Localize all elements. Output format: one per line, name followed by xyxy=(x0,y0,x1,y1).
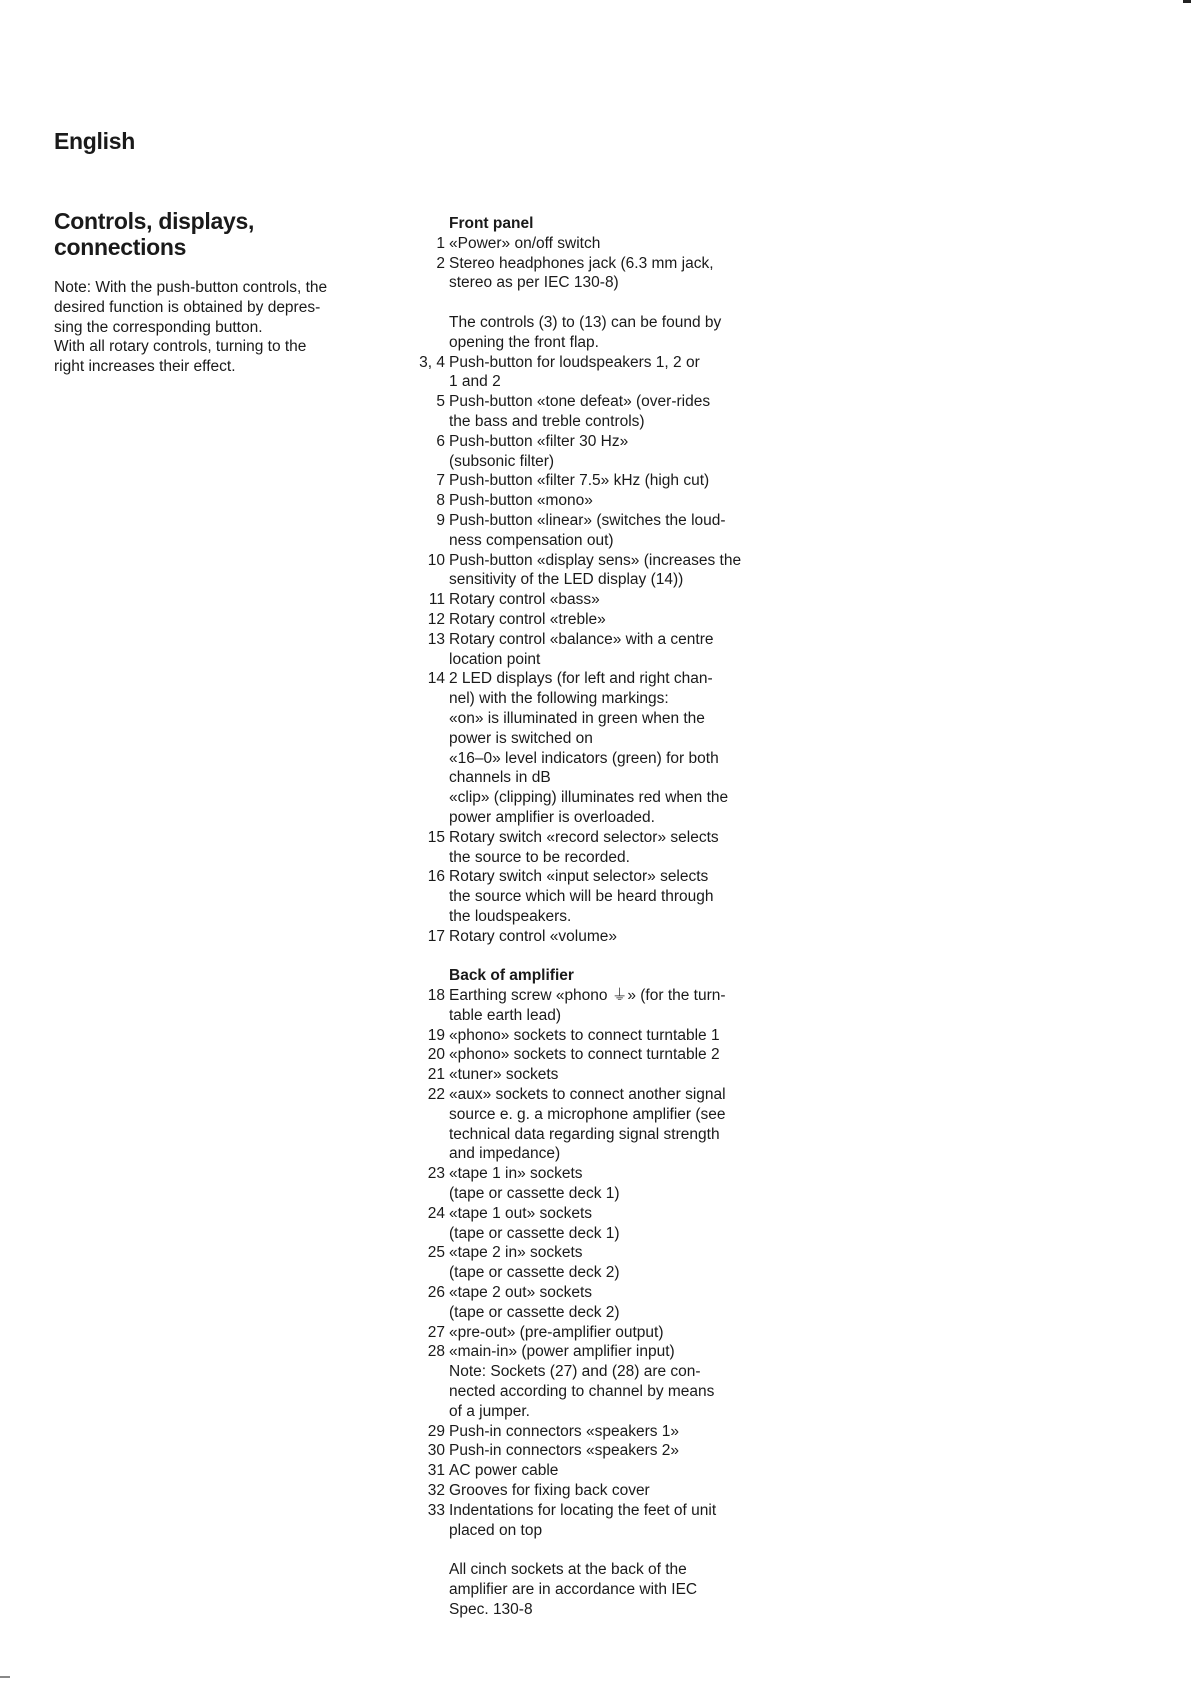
front-panel-list-a xyxy=(400,234,772,293)
list-item xyxy=(400,867,772,926)
text-line: «tape 1 out» sockets xyxy=(449,1204,593,1222)
list-item xyxy=(400,392,772,432)
text-line: source e. g. a microphone amplifier (see xyxy=(449,1105,726,1123)
text-line: Push-in connectors «speakers 1» xyxy=(449,1422,680,1440)
list-item xyxy=(400,669,772,827)
text-line: «phono» sockets to connect turntable 1 xyxy=(449,1026,720,1044)
list-item xyxy=(400,828,772,868)
text-line: AC power cable xyxy=(449,1462,559,1480)
item-number: 32 xyxy=(427,1482,445,1499)
text-line: table earth lead) xyxy=(449,1006,562,1024)
list-item xyxy=(400,1045,772,1065)
item-number: 12 xyxy=(427,610,445,628)
list-item xyxy=(400,927,772,947)
list-item xyxy=(400,432,772,472)
text-line: Push-button «linear» (switches the loud- xyxy=(449,511,726,529)
item-number: 28 xyxy=(427,1343,445,1361)
text-line: Indentations for locating the feet of unit xyxy=(449,1501,717,1519)
item-number: 20 xyxy=(427,1046,445,1064)
text-line: (tape or cassette deck 2) xyxy=(449,1303,620,1321)
text-line: «tape 2 out» sockets xyxy=(449,1284,593,1302)
text-line: power is switched on xyxy=(449,729,593,747)
text-line: the source to be recorded. xyxy=(449,848,630,866)
text-line: «Power» on/off switch xyxy=(449,234,601,252)
text-line: desired function is obtained by depres- xyxy=(54,298,321,316)
list-item xyxy=(400,1481,772,1501)
text-line: Stereo headphones jack (6.3 mm jack, xyxy=(449,254,714,272)
text-line: Push-button for loudspeakers 1, 2 or xyxy=(449,353,700,371)
text-line: «phono» sockets to connect turntable 2 xyxy=(449,1046,720,1064)
item-number: 31 xyxy=(427,1462,445,1480)
text-line: Rotary control «balance» with a centre xyxy=(449,630,714,648)
item-number: 22 xyxy=(427,1086,445,1104)
text-line: the source which will be heard through xyxy=(449,888,714,906)
item-number: 17 xyxy=(427,927,445,945)
item-number: 14 xyxy=(427,670,445,688)
text-line: Push-button «filter 7.5» kHz (high cut) xyxy=(449,472,710,490)
text-line: 2 LED displays (for left and right chan- xyxy=(449,670,713,688)
text-line: technical data regarding signal strength xyxy=(449,1125,720,1143)
list-item xyxy=(400,610,772,630)
front-panel-heading: Front panel xyxy=(449,215,534,232)
intro-note xyxy=(54,278,384,377)
language-heading: English xyxy=(54,128,135,154)
text-line: right increases their effect. xyxy=(54,358,236,376)
list-item xyxy=(400,1026,772,1046)
item-number: 27 xyxy=(427,1323,445,1341)
text-line: and impedance) xyxy=(449,1145,561,1163)
list-item xyxy=(400,986,772,1026)
text-line: «aux» sockets to connect another signal xyxy=(449,1086,726,1104)
text-line: «main-in» (power amplifier input) xyxy=(449,1343,675,1361)
item-number: 2 xyxy=(436,254,445,272)
text-line: Push-button «display sens» (increases the xyxy=(449,551,742,569)
text-line: Rotary control «volume» xyxy=(449,927,617,945)
list-item xyxy=(400,1323,772,1343)
parts-list-column xyxy=(400,214,772,1620)
text-line: opening the front flap. xyxy=(449,333,599,351)
text-line: ness compensation out) xyxy=(449,531,614,549)
list-item xyxy=(400,1085,772,1164)
back-panel-list xyxy=(400,986,772,1540)
list-item xyxy=(400,1461,772,1481)
text-line: (subsonic filter) xyxy=(449,452,555,470)
item-number: 26 xyxy=(427,1284,445,1302)
item-number: 29 xyxy=(427,1422,445,1440)
list-item xyxy=(400,590,772,610)
text-line: power amplifier is overloaded. xyxy=(449,808,655,826)
text-line: Rotary control «bass» xyxy=(449,591,600,609)
text-line: Push-button «tone defeat» (over-rides xyxy=(449,393,711,411)
list-item xyxy=(400,630,772,670)
list-item xyxy=(400,511,772,551)
text-line: Push-button «mono» xyxy=(449,492,593,510)
item-number: 7 xyxy=(436,472,445,490)
text-line: Push-in connectors «speakers 2» xyxy=(449,1442,680,1460)
text-line: channels in dB xyxy=(449,769,551,787)
text-line: All cinch sockets at the back of the xyxy=(449,1561,687,1579)
text-line: (tape or cassette deck 1) xyxy=(449,1185,620,1203)
item-number: 10 xyxy=(427,551,445,569)
list-item xyxy=(400,353,772,393)
text-line: Spec. 130-8 xyxy=(449,1600,533,1618)
list-item xyxy=(400,1164,772,1204)
front-panel-list-b xyxy=(400,353,772,947)
text-line: sensitivity of the LED display (14)) xyxy=(449,571,684,589)
item-number: 23 xyxy=(427,1165,445,1183)
back-heading: Back of amplifier xyxy=(449,967,574,985)
item-number: 24 xyxy=(427,1204,445,1222)
text-line: Rotary switch «input selector» selects xyxy=(449,868,709,886)
page-edge-mark xyxy=(0,1676,10,1678)
item-number: 30 xyxy=(427,1442,445,1460)
item-number: 15 xyxy=(427,828,445,846)
front-flap-note xyxy=(400,313,772,353)
text-line: 1 and 2 xyxy=(449,373,501,391)
list-item xyxy=(400,1422,772,1442)
list-item xyxy=(400,1204,772,1244)
list-item xyxy=(400,1501,772,1541)
text-line: the loudspeakers. xyxy=(449,907,572,925)
page-corner-mark xyxy=(1183,0,1191,3)
cinch-sockets-note xyxy=(400,1560,772,1619)
text-line: Note: With the push-button controls, the xyxy=(54,279,328,296)
text-line: nected according to channel by means xyxy=(449,1383,715,1401)
text-line: «tape 2 in» sockets xyxy=(449,1244,583,1262)
text-line: «clip» (clipping) illuminates red when the xyxy=(449,789,729,807)
text-line: placed on top xyxy=(449,1521,543,1539)
item-number: 13 xyxy=(427,630,445,648)
text-line: stereo as per IEC 130-8) xyxy=(449,274,619,292)
item-number: 18 xyxy=(427,987,445,1005)
text-line: «pre-out» (pre-amplifier output) xyxy=(449,1323,664,1341)
text-line: sing the corresponding button. xyxy=(54,318,263,336)
text-line: «tuner» sockets xyxy=(449,1066,559,1084)
text-line: Rotary control «treble» xyxy=(449,610,606,628)
item-number: 11 xyxy=(428,591,445,609)
list-item xyxy=(400,551,772,591)
text-line: «on» is illuminated in green when the xyxy=(449,709,705,727)
item-number: 16 xyxy=(427,868,445,886)
item-number: 21 xyxy=(427,1066,445,1084)
text-line: amplifier are in accordance with IEC xyxy=(449,1580,698,1598)
list-item xyxy=(400,254,772,294)
text-line: Rotary switch «record selector» selects xyxy=(449,828,719,846)
list-item xyxy=(400,1441,772,1461)
text-line: nel) with the following markings: xyxy=(449,690,669,708)
item-number: 1 xyxy=(436,234,445,252)
text-line: (tape or cassette deck 1) xyxy=(449,1224,620,1242)
item-number: 3, 4 xyxy=(419,353,445,371)
item-number: 25 xyxy=(427,1244,445,1262)
item-number: 5 xyxy=(436,393,445,411)
section-title: Controls, displays, connections xyxy=(54,208,255,260)
text-line: Push-button «filter 30 Hz» xyxy=(449,432,629,450)
item-number: 9 xyxy=(436,511,445,529)
intro-column xyxy=(54,208,384,377)
item-number: 8 xyxy=(436,492,445,510)
list-item xyxy=(400,234,772,254)
text-line: «tape 1 in» sockets xyxy=(449,1165,583,1183)
item-number: 19 xyxy=(427,1026,445,1044)
list-item xyxy=(400,471,772,491)
list-item xyxy=(400,491,772,511)
text-line: The controls (3) to (13) can be found by xyxy=(449,313,722,331)
text-line: location point xyxy=(449,650,541,668)
text-line: Grooves for fixing back cover xyxy=(449,1482,650,1499)
text-line: of a jumper. xyxy=(449,1402,530,1420)
item-number: 33 xyxy=(427,1501,445,1519)
text-line: the bass and treble controls) xyxy=(449,412,645,430)
text-line: With all rotary controls, turning to the xyxy=(54,338,307,356)
text-line: Earthing screw «phono ⏚» (for the turn- xyxy=(449,987,726,1005)
text-line: «16–0» level indicators (green) for both xyxy=(449,749,719,767)
list-item xyxy=(400,1065,772,1085)
list-item xyxy=(400,1283,772,1323)
text-line: (tape or cassette deck 2) xyxy=(449,1264,620,1282)
list-item xyxy=(400,1342,772,1421)
list-item xyxy=(400,1243,772,1283)
item-number: 6 xyxy=(436,432,445,450)
text-line: Note: Sockets (27) and (28) are con- xyxy=(449,1363,701,1381)
